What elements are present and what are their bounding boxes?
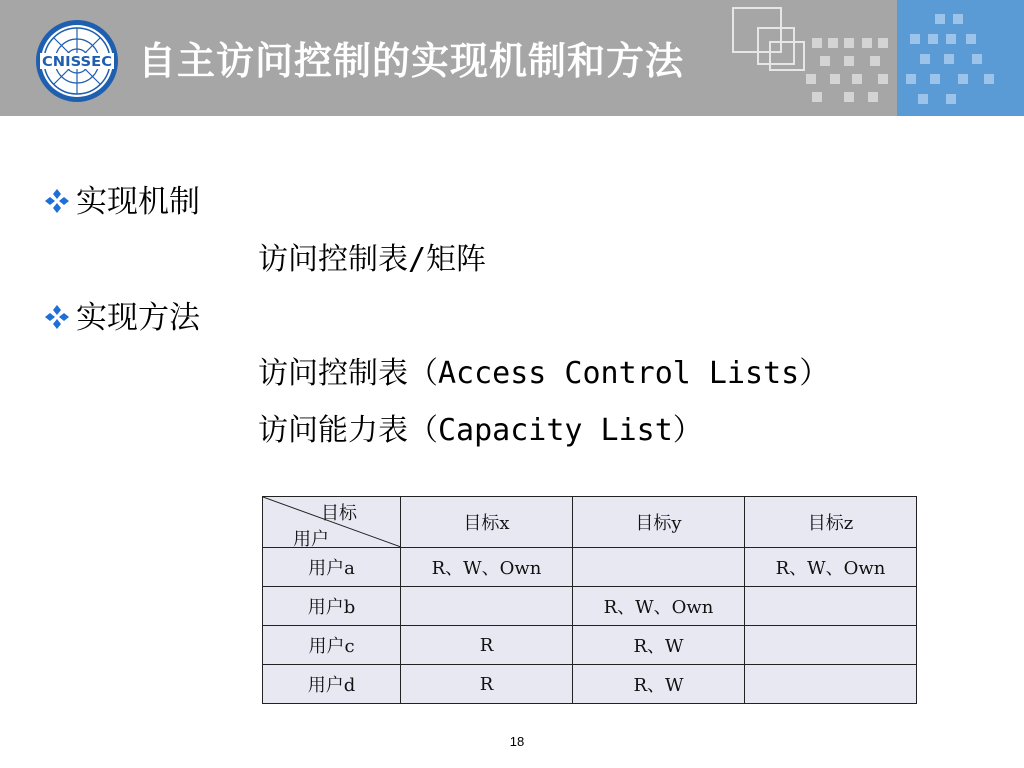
- cnissec-logo: [34, 18, 120, 104]
- column-header: 目标z: [745, 497, 917, 548]
- corner-target-label: 目标: [321, 503, 357, 524]
- table-cell: [573, 548, 745, 587]
- bullet-label: 实现机制: [76, 184, 200, 220]
- table-cell: R、W、Own: [573, 587, 745, 626]
- table-cell: [401, 587, 573, 626]
- column-header: 目标x: [401, 497, 573, 548]
- corner-cell: [263, 497, 401, 548]
- slide-title: 自主访问控制的实现机制和方法: [138, 39, 685, 83]
- sub-item: 访问控制表（Access Control Lists）: [258, 356, 830, 391]
- row-header: 用户a: [263, 548, 401, 587]
- table-row: [263, 665, 917, 704]
- diamond-bullet-icon: [44, 188, 70, 214]
- bullet-label: 实现方法: [76, 300, 200, 336]
- bullet-item-mechanism: [44, 176, 200, 221]
- table-cell: R、W: [573, 626, 745, 665]
- table-cell: R、W、Own: [745, 548, 917, 587]
- table-row: [263, 587, 917, 626]
- page-number: 18: [509, 734, 525, 749]
- table-cell: [745, 626, 917, 665]
- table-cell: [745, 587, 917, 626]
- table-cell: R、W、Own: [401, 548, 573, 587]
- corner-user-label: 用户: [293, 529, 329, 550]
- access-control-matrix: [262, 496, 917, 704]
- table-cell: R: [401, 665, 573, 704]
- column-header: 目标y: [573, 497, 745, 548]
- row-header: 用户d: [263, 665, 401, 704]
- table-cell: R、W: [573, 665, 745, 704]
- table-cell: R: [401, 626, 573, 665]
- slide-header: [0, 0, 1024, 116]
- sub-item: 访问控制表/矩阵: [258, 242, 487, 277]
- table-cell: [745, 665, 917, 704]
- sub-item: 访问能力表（Capacity List）: [258, 413, 703, 448]
- table-header-row: [263, 497, 917, 548]
- table-row: [263, 626, 917, 665]
- logo-text: CNISSEC: [42, 55, 112, 70]
- bullet-item-method: [44, 292, 200, 337]
- row-header: 用户c: [263, 626, 401, 665]
- row-header: 用户b: [263, 587, 401, 626]
- diamond-bullet-icon: [44, 304, 70, 330]
- table-row: [263, 548, 917, 587]
